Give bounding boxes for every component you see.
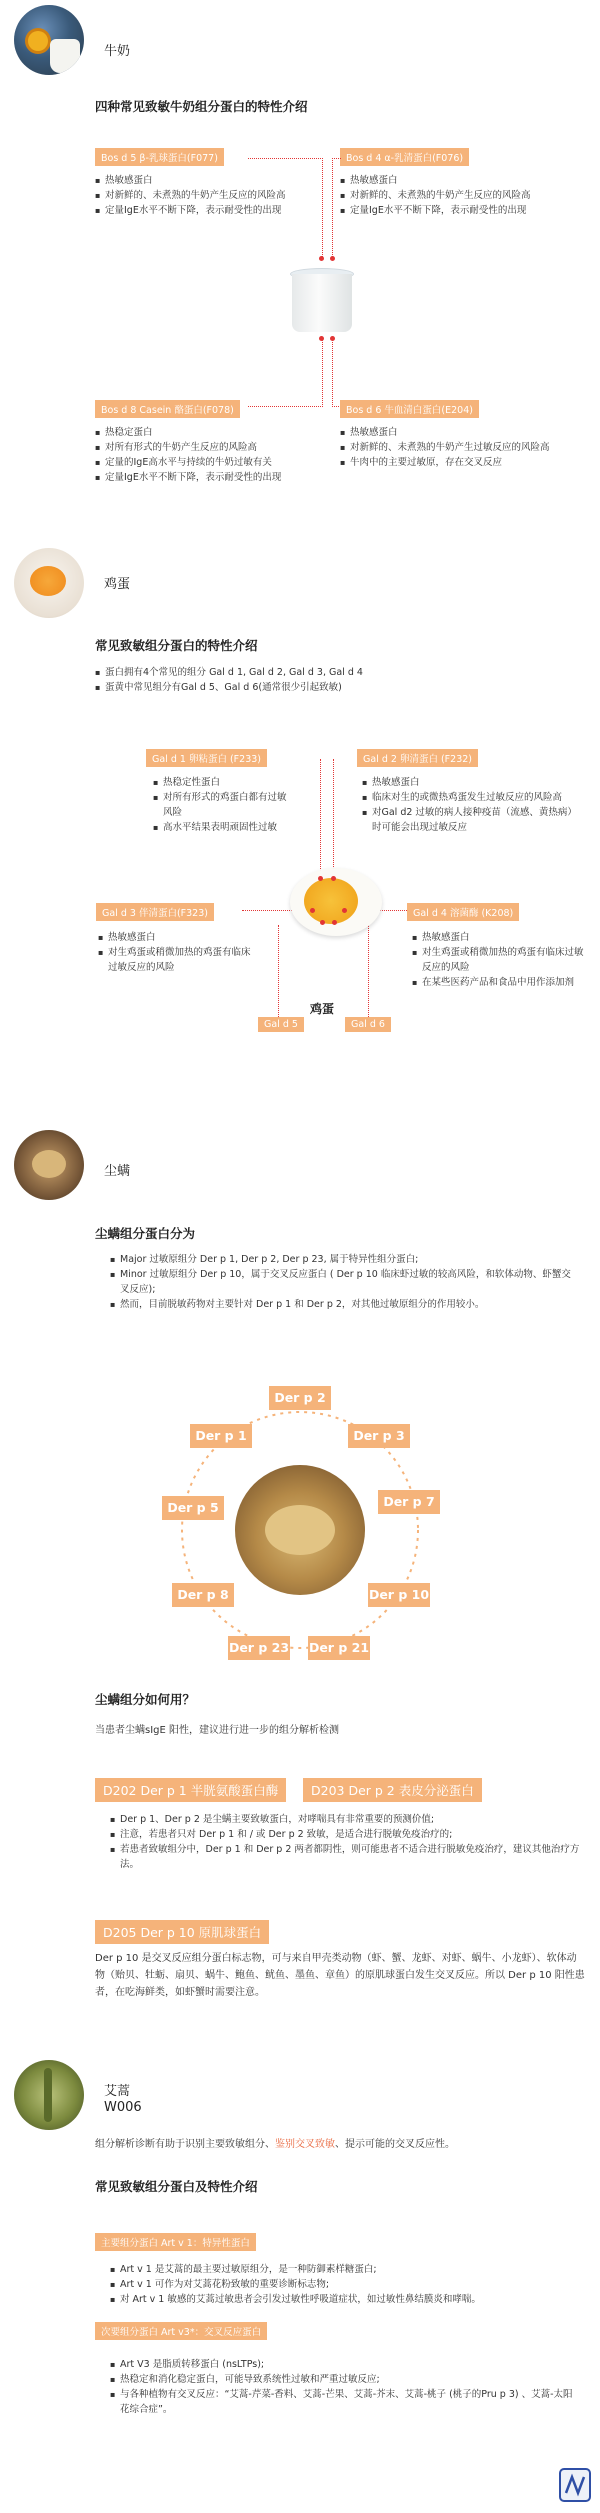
tag-major-component: 主要组分蛋白 Art v 1：特异性蛋白 [95,2233,256,2251]
list-item: ▪ Art v 1 可作为对艾蒿花粉致敏的重要诊断标志物; [110,2277,580,2292]
list-item: ▪ 蛋白拥有4个常见的组分 Gal d 1, Gal d 2, Gal d 3, Gal d 4 [95,665,575,680]
list-item: ▪ 对生鸡蛋或稍微加热的鸡蛋有临床过敏反应的风险 [98,945,258,975]
list-f323 [98,930,258,975]
list-item: ▪ 对新鲜的、未煮熟的牛奶产生反应的风险高 [340,188,580,203]
milk-subtitle: 四种常见致敏牛奶组分蛋白的特性介绍 [95,99,308,114]
list-item: ▪ 对生鸡蛋或稍微加热的鸡蛋有临床过敏反应的风险 [412,945,587,975]
mite-body-icon [265,1505,335,1555]
list-item: ▪ 对新鲜的、未煮熟的牛奶产生过敏反应的风险高 [340,440,580,455]
intro-text: 、提示可能的交叉反应性。 [335,2139,455,2150]
milk-title: 牛奶 [104,44,131,59]
milk-photo [14,5,84,75]
egg-photo [14,548,84,618]
list-item: ▪ 热稳定性蛋白 [153,775,293,790]
connector-dot [318,876,323,881]
connector-dot [320,920,325,925]
list-item: ▪ 对新鲜的、未煮熟的牛奶产生反应的风险高 [95,188,335,203]
list-item: ▪ Art V3 是脂质转移蛋白 (nsLTPs); [110,2357,580,2372]
tag-f077: Bos d 5 β-乳球蛋白(F077) [95,148,224,166]
mite-subtitle: 尘螨组分蛋白分为 [95,1226,196,1241]
list-item: ▪ 然而，目前脱敏药物对主要针对 Der p 1 和 Der p 2，对其他过敏原组分的作用较小。 [110,1297,580,1312]
mugwort-code: W006 [104,2100,142,2115]
mite-use-text: 当患者尘螨sIgE 阳性，建议进行进一步的组分解析检测 [95,1725,340,1736]
list-item: ▪ 与各种植物有交叉反应：“艾蒿-芹菜-香料、艾蒿-芒果、艾蒿-芥末、艾蒿-桃子 (桃子的Pru p 3) 、艾蒿-太阳花综合症”。 [110,2387,580,2417]
list-item: ▪ 蛋黄中常见组分有Gal d 5、Gal d 6(通常很少引起致敏) [95,680,575,695]
circle-label-der-p-1: Der p 1 [190,1424,252,1448]
tag-d205: D205 Der p 10 原肌球蛋白 [95,1920,269,1944]
intro-text: 组分解析诊断有助于识别主要致敏组分、 [95,2139,275,2150]
list-item: ▪ 热稳定蛋白 [95,425,335,440]
egg-intro-list [95,665,575,695]
list-item: ▪ 热敏感蛋白 [340,173,580,188]
connector-dot [319,256,324,261]
tag-f323: Gal d 3 伴清蛋白(F323) [96,903,214,921]
list-item: ▪ 对所有形式的鸡蛋白都有过敏风险 [153,790,293,820]
tag-f233: Gal d 1 卵粘蛋白 (F233) [146,749,267,767]
mugwort-title: 艾蒿 [104,2084,131,2099]
mugwort-intro [95,2136,455,2153]
egg-image [290,868,382,936]
list-item: ▪ 对 Art v 1 敏感的艾蒿过敏患者会引发过敏性呼吸道症状，如过敏性鼻结膜炎和哮喘。 [110,2292,580,2307]
list-item: ▪ 热稳定和消化稳定蛋白，可能导致系统性过敏和严重过敏反应; [110,2372,580,2387]
connector-dot [332,920,337,925]
list-item: ▪ 高水平结果表明顽固性过敏 [153,820,293,835]
tag-f078: Bos d 8 Casein 酪蛋白(F078) [95,400,240,418]
list-f078 [95,425,335,485]
logo-shape [558,2465,592,2505]
list-f232 [362,775,582,835]
tag-gal-d6: Gal d 6 [345,1017,391,1032]
list-item: ▪ 定量的IgE高水平与持续的牛奶过敏有关 [95,455,335,470]
plant-icon [44,2068,52,2122]
list-f233 [153,775,293,835]
mugwort-minor-list [110,2357,580,2417]
circle-label-der-p-21: Der p 21 [308,1636,370,1660]
circle-label-der-p-3: Der p 3 [348,1424,410,1448]
list-item: ▪ Der p 1、Der p 2 是尘螨主要致敏蛋白，对哮喘具有非常重要的预测价值; [110,1812,580,1827]
connector-dot [330,256,335,261]
connector-line [248,158,323,259]
connector-dot [310,908,315,913]
connector-line [320,759,322,879]
list-item: ▪ Minor 过敏原组分 Der p 10，属于交叉反应蛋白 ( Der p 10 临床虾过敏的较高风险，和软体动物、虾蟹交叉反应); [110,1267,580,1297]
milk-glass-icon [50,39,80,73]
egg-subtitle: 常见致敏组分蛋白的特性介绍 [95,638,258,653]
list-item: ▪ 热敏感蛋白 [340,425,580,440]
list-item: ▪ 热敏感蛋白 [98,930,258,945]
connector-dot [331,876,336,881]
tag-f076: Bos d 4 α-乳清蛋白(F076) [340,148,469,166]
list-item: ▪ 定量IgE水平不断下降，表示耐受性的出现 [95,470,335,485]
list-item: ▪ 对Gal d2 过敏的病人接种疫苗（流感、黄热病）时可能会出现过敏反应 [362,805,582,835]
list-item: ▪ 在某些医药产品和食品中用作添加剂 [412,975,587,990]
circle-label-der-p-5: Der p 5 [162,1496,224,1520]
egg-yolk [304,878,358,924]
connector-dot [342,908,347,913]
tag-f232: Gal d 2 卵清蛋白 (F232) [357,749,478,767]
egg-image-label: 鸡蛋 [310,1002,335,1016]
list-item: ▪ 牛肉中的主要过敏原，存在交叉反应 [340,455,580,470]
connector-line [278,925,280,1017]
list-item: ▪ 对所有形式的牛奶产生反应的风险高 [95,440,335,455]
tag-minor-component: 次要组分蛋白 Art v3*：交叉反应蛋白 [95,2322,267,2340]
egg-yolk-icon [30,566,66,596]
dust-mite-icon [32,1150,66,1178]
circle-label-der-p-7: Der p 7 [378,1490,440,1514]
list-e204 [340,425,580,470]
mite-photo [14,1130,84,1200]
list-item: ▪ 临床对生的或微热鸡蛋发生过敏反应的风险高 [362,790,582,805]
tag-d203: D203 Der p 2 表皮分泌蛋白 [303,1778,482,1802]
list-item: ▪ 定量IgE水平不断下降，表示耐受性的出现 [340,203,580,218]
tag-d202: D202 Der p 1 半胱氨酸蛋白酶 [95,1778,286,1802]
list-item: ▪ 注意，若患者只对 Der p 1 和 / 或 Der p 2 致敏，是适合进行脱敏免疫治疗的; [110,1827,580,1842]
mite-list [110,1252,580,1312]
mugwort-major-list [110,2262,580,2307]
list-k208 [412,930,587,990]
mite-use-title: 尘螨组分如何用？ [95,1692,196,1707]
connector-line [332,158,341,259]
dust-mite-image [235,1465,365,1595]
connector-line [248,340,323,407]
circle-label-der-p-2: Der p 2 [269,1386,331,1410]
mite-d205-text: Der p 10 是交叉反应组分蛋白标志物，可与来自甲壳类动物（虾、蟹、龙虾、对虾、蜗牛、小龙虾）、软体动物（贻贝、牡蛎、扇贝、蜗牛、鲍鱼、鱿鱼、墨鱼、章鱼）的原肌球蛋白发生交叉反应。所以 Der p 10 阳性患者，在吃海鲜类，如虾蟹时需要注意。 [95,1953,585,1998]
circle-label-der-p-10: Der p 10 [368,1583,430,1607]
milk-glass-image [290,268,354,332]
list-item: ▪ 热敏感蛋白 [412,930,587,945]
list-item: ▪ 定量IgE水平不断下降，表示耐受性的出现 [95,203,335,218]
mite-use-list [110,1812,580,1872]
list-item: ▪ Major 过敏原组分 Der p 1, Der p 2, Der p 23, 属于特异性组分蛋白; [110,1252,580,1267]
mugwort-photo [14,2060,84,2130]
mugwort-subtitle: 常见致敏组分蛋白及特性介绍 [95,2179,258,2194]
connector-line [333,759,335,879]
mite-title: 尘螨 [104,1164,131,1179]
list-item: ▪ 若患者致敏组分中，Der p 1 和 Der p 2 两者都阴性，则可能患者不适合进行脱敏免疫治疗，建议其他治疗方法。 [110,1842,580,1872]
logo-icon [558,2465,592,2505]
circle-label-der-p-23: Der p 23 [228,1636,290,1660]
intro-highlight: 鉴别交叉致敏 [275,2139,335,2150]
list-item: ▪ 热敏感蛋白 [95,173,335,188]
tag-k208: Gal d 4 溶菌酶 (K208) [407,903,519,921]
list-f076 [340,173,580,218]
list-item: ▪ 热敏感蛋白 [362,775,582,790]
sunflower-icon [28,31,48,51]
egg-title: 鸡蛋 [104,577,131,592]
tag-gal-d5: Gal d 5 [258,1017,304,1032]
circle-label-der-p-8: Der p 8 [172,1583,234,1607]
connector-line [332,340,341,407]
connector-line [368,925,370,1017]
tag-e204: Bos d 6 牛血清白蛋白(E204) [340,400,479,418]
list-item: ▪ Art v 1 是艾蒿的最主要过敏原组分，是一种防御素样糖蛋白; [110,2262,580,2277]
